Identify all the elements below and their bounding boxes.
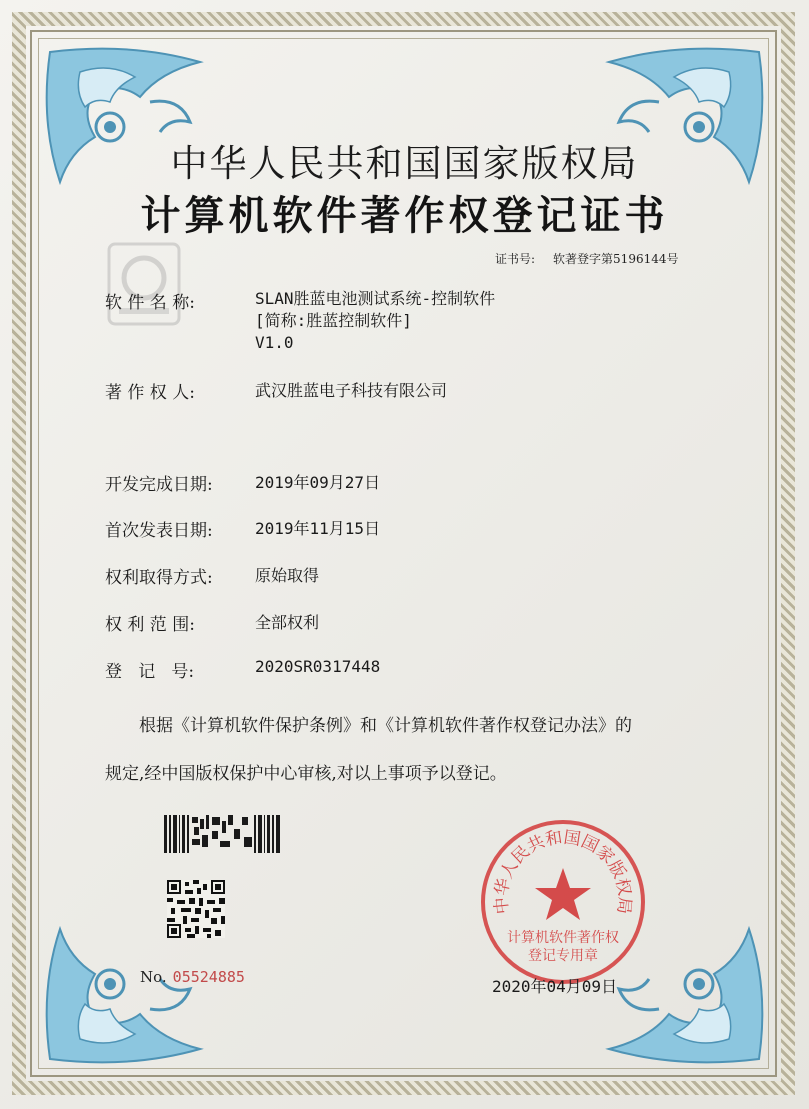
official-seal: [479, 818, 647, 986]
acquire-method-label: 权利取得方式:: [105, 568, 213, 588]
scope-row: [105, 610, 320, 635]
issue-date: 2020年04月09日: [492, 977, 618, 996]
first-publish-value: 2019年11月15日: [255, 519, 381, 538]
seal-inner-line2: 登记专用章: [528, 948, 598, 964]
legal-basis-paragraph: [105, 702, 725, 798]
scope-label: 权 利 范 围:: [105, 615, 195, 635]
dev-complete-value: 2019年09月27日: [255, 473, 381, 492]
legal-basis-line2: 规定,经中国版权保护中心审核,对以上事项予以登记。: [105, 764, 507, 784]
serial-number-label: No.: [140, 968, 167, 986]
seal-outer-text: 中华人民共和国国家版权局: [491, 827, 635, 916]
cpcc-watermark-icon: [105, 240, 183, 328]
serial-number: [140, 968, 245, 986]
issuing-authority: 中华人民共和国国家版权局: [170, 142, 639, 185]
copyright-owner-value: 武汉胜蓝电子科技有限公司: [255, 381, 448, 400]
certificate-number-value: 软著登字第5196144号: [553, 252, 679, 266]
first-publish-row: [105, 516, 381, 541]
registration-number-value: 2020SR0317448: [255, 657, 381, 676]
scope-value: 全部权利: [255, 613, 320, 632]
certificate-number: [495, 250, 679, 267]
software-name-label: 软 件 名 称:: [105, 293, 195, 313]
certificate-number-label: 证书号:: [495, 252, 536, 266]
barcode-icon: [164, 815, 282, 853]
seal-star-icon: [535, 868, 591, 920]
dev-complete-row: [105, 470, 381, 495]
software-name-row: [105, 288, 496, 352]
acquire-method-row: [105, 563, 320, 588]
software-name-line1: SLAN胜蓝电池测试系统-控制软件: [255, 289, 496, 308]
seal-inner-line1: 计算机软件著作权: [507, 930, 619, 946]
corner-ornament-bottom-left: [40, 919, 210, 1069]
first-publish-label: 首次发表日期:: [105, 521, 213, 541]
copyright-owner-row: [105, 378, 448, 403]
copyright-owner-label: 著 作 权 人:: [105, 383, 195, 403]
registration-number-row: [105, 657, 381, 682]
qr-code-icon: [167, 880, 225, 938]
registration-number-label: 登 记 号:: [105, 662, 195, 682]
serial-number-value: 05524885: [172, 968, 245, 986]
software-version: V1.0: [255, 333, 294, 352]
acquire-method-value: 原始取得: [255, 566, 320, 585]
software-name-value: [255, 288, 495, 354]
dev-complete-label: 开发完成日期:: [105, 475, 213, 495]
legal-basis-line1: 根据《计算机软件保护条例》和《计算机软件著作权登记办法》的: [139, 716, 632, 736]
software-name-line2: [简称:胜蓝控制软件]: [255, 311, 412, 330]
certificate-title: 计算机软件著作权登记证书: [140, 193, 669, 239]
